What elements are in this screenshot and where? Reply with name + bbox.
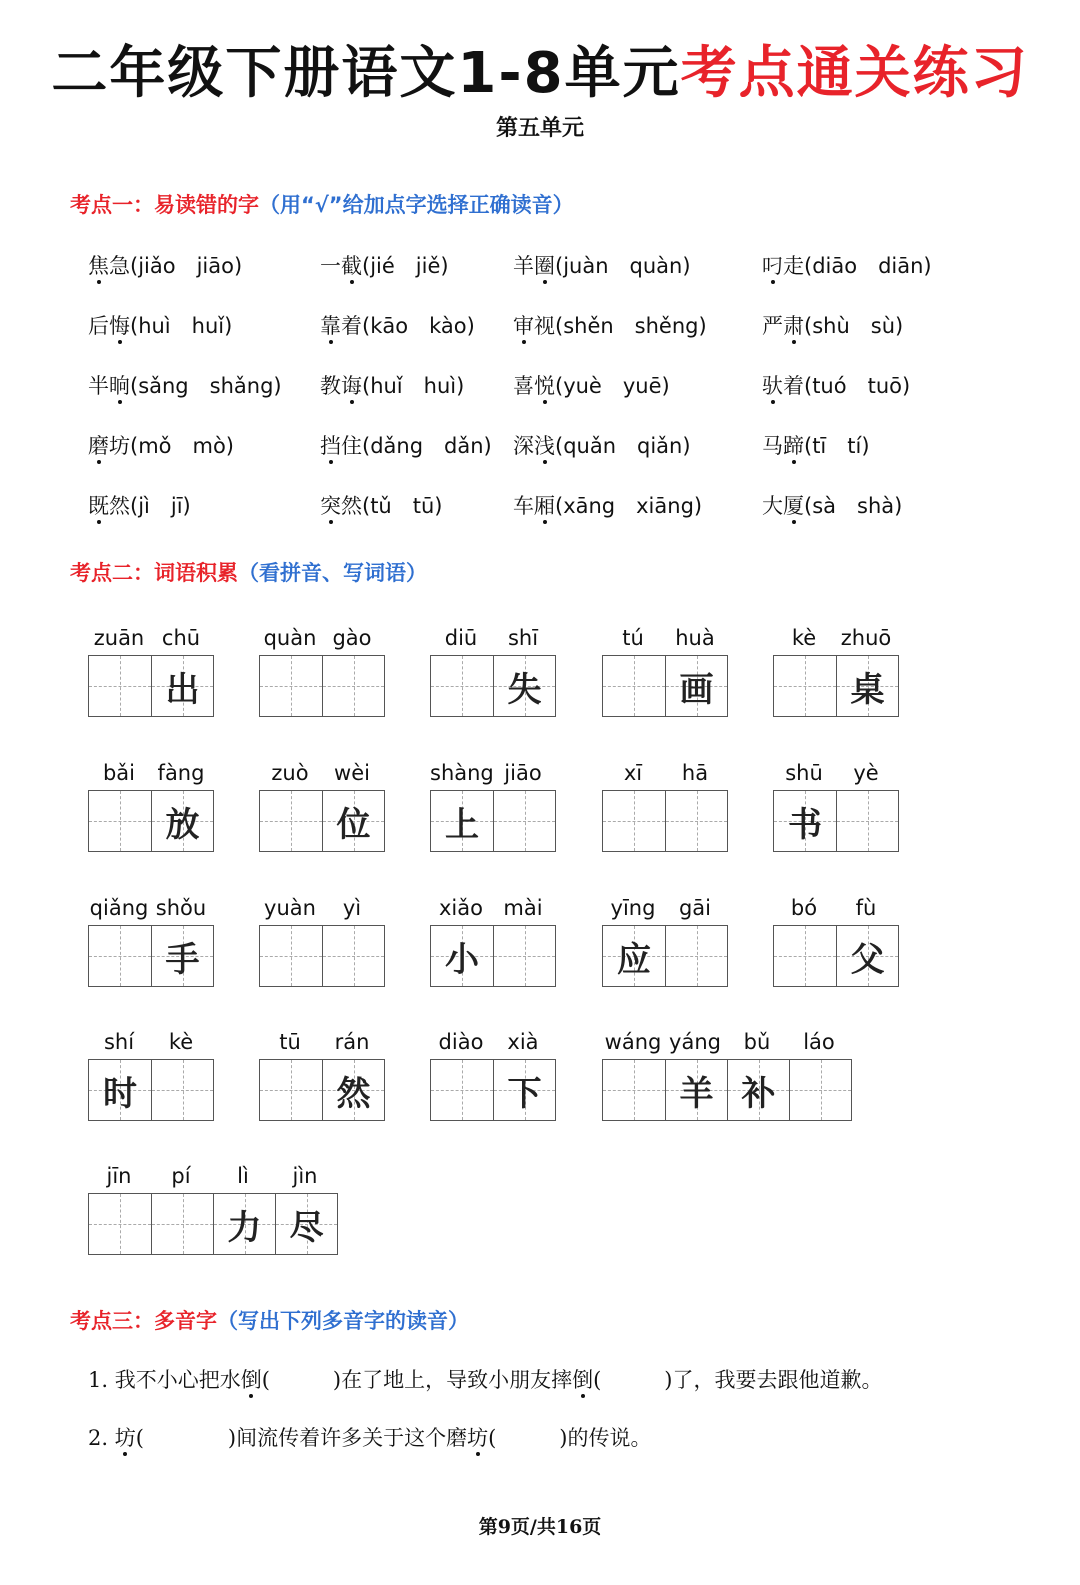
reading-options[interactable]: (shù sù) — [804, 314, 904, 338]
pinyin: zhuō — [840, 626, 892, 650]
reading-options[interactable]: (juàn quàn) — [555, 254, 691, 278]
section-3-lead: 考点三：多音字 — [70, 1309, 217, 1333]
given-character: 尽 — [289, 1207, 324, 1248]
pinyin: wèi — [334, 761, 370, 785]
given-character-cell — [431, 926, 493, 986]
reading-item — [762, 250, 932, 282]
writing-boxes — [430, 1059, 556, 1121]
given-character-cell — [151, 791, 213, 851]
reading-options[interactable]: (dǎng dǎn) — [362, 434, 492, 458]
blank-writing-cell[interactable] — [665, 791, 727, 851]
emphasis-dot — [329, 520, 333, 524]
pinyin: bǔ — [743, 1030, 771, 1054]
blank-writing-cell[interactable] — [322, 926, 384, 986]
given-character-cell — [151, 926, 213, 986]
given-character-cell — [275, 1194, 337, 1254]
blank-writing-cell[interactable] — [836, 791, 898, 851]
page-footer: 第9页/共16页 — [478, 1516, 602, 1538]
pinyin: shī — [507, 626, 539, 650]
given-character: 出 — [165, 669, 200, 710]
pinyin: qiǎng — [89, 896, 149, 920]
pinyin: yè — [853, 761, 879, 785]
reading-item — [320, 250, 449, 282]
reading-options[interactable]: (quǎn qiǎn) — [555, 434, 691, 458]
section-2-note: （看拼音、写词语） — [238, 561, 427, 585]
writing-boxes — [602, 655, 728, 717]
blank-writing-cell[interactable] — [431, 656, 493, 716]
sentence-text: 间流传着许多关于这个磨 — [236, 1426, 468, 1450]
writing-boxes — [602, 1059, 852, 1121]
given-character: 然 — [336, 1073, 371, 1114]
section-1-note: （用“√”给加点字选择正确读音） — [259, 193, 574, 217]
reading-options[interactable]: (xāng xiāng) — [555, 494, 703, 518]
pinyin: bǎi — [102, 761, 136, 785]
sentence-text: 2. — [88, 1426, 115, 1450]
blank-writing-cell[interactable] — [260, 926, 322, 986]
writing-boxes — [430, 925, 556, 987]
reading-options[interactable]: (diāo diān) — [804, 254, 932, 278]
reading-options[interactable]: (kāo kào) — [362, 314, 475, 338]
polyphone-char: 坊 — [115, 1426, 136, 1450]
pinyin: shàng — [430, 761, 494, 785]
answer-blank[interactable]: ( ) — [135, 1426, 237, 1450]
writing-boxes — [602, 790, 728, 852]
emphasis-dot — [97, 280, 101, 284]
writing-boxes — [259, 790, 385, 852]
pinyin: xiǎo — [439, 896, 483, 920]
blank-writing-cell[interactable] — [89, 1194, 151, 1254]
page-title — [0, 36, 1080, 112]
given-character: 羊 — [679, 1073, 714, 1114]
given-character-cell — [431, 791, 493, 851]
given-character: 应 — [617, 939, 651, 980]
given-character: 桌 — [850, 669, 885, 710]
given-character: 下 — [507, 1073, 542, 1114]
reading-options[interactable]: (jiǎo jiāo) — [130, 254, 243, 278]
reading-word: 靠着 — [320, 314, 362, 338]
reading-item — [320, 430, 492, 462]
reading-options[interactable]: (tuó tuō) — [804, 374, 911, 398]
pinyin: jìn — [292, 1164, 318, 1188]
blank-writing-cell[interactable] — [789, 1060, 851, 1120]
pinyin: pí — [171, 1164, 191, 1188]
given-character: 补 — [741, 1073, 776, 1114]
reading-word: 教诲 — [320, 374, 362, 398]
writing-boxes — [88, 1059, 214, 1121]
writing-boxes — [259, 1059, 385, 1121]
emphasis-dot — [329, 460, 333, 464]
pinyin: chū — [161, 626, 201, 650]
reading-word: 大厦 — [762, 494, 804, 518]
pinyin: mài — [503, 896, 543, 920]
emphasis-dot — [543, 400, 547, 404]
reading-item — [513, 490, 702, 522]
reading-word: 羊圈 — [513, 254, 555, 278]
given-character-cell — [665, 656, 727, 716]
reading-word: 叼走 — [762, 254, 804, 278]
blank-writing-cell[interactable] — [260, 656, 322, 716]
given-character-cell — [836, 656, 898, 716]
given-character: 放 — [165, 804, 200, 845]
emphasis-dot — [123, 1452, 127, 1456]
blank-writing-cell[interactable] — [603, 791, 665, 851]
sentence-1 — [88, 1364, 883, 1396]
pinyin: láo — [803, 1030, 835, 1054]
reading-options[interactable]: (tǔ tū) — [362, 494, 443, 518]
polyphone-char: 倒 — [572, 1368, 593, 1392]
reading-word: 既然 — [88, 494, 130, 518]
reading-word: 突然 — [320, 494, 362, 518]
given-character: 书 — [788, 804, 822, 845]
reading-word: 半晌 — [88, 374, 130, 398]
reading-options[interactable]: (yuè yuē) — [555, 374, 670, 398]
given-character-cell — [836, 926, 898, 986]
reading-options[interactable]: (mǒ mò) — [130, 434, 234, 458]
answer-blank[interactable]: ( ) — [261, 1368, 342, 1392]
section-1-lead: 考点一：易读错的字 — [70, 193, 259, 217]
blank-writing-cell[interactable] — [493, 791, 555, 851]
emphasis-dot — [350, 280, 354, 284]
given-character-cell — [151, 656, 213, 716]
reading-word: 严肃 — [762, 314, 804, 338]
reading-item — [762, 310, 903, 342]
emphasis-dot — [792, 460, 796, 464]
reading-word: 车厢 — [513, 494, 555, 518]
reading-word: 磨坊 — [88, 434, 130, 458]
pinyin: hā — [681, 761, 709, 785]
reading-item — [513, 250, 691, 282]
pinyin: fàng — [157, 761, 205, 785]
blank-writing-cell[interactable] — [322, 656, 384, 716]
emphasis-dot — [118, 340, 122, 344]
pinyin: xī — [623, 761, 643, 785]
section-3-note: （写出下列多音字的读音） — [217, 1309, 469, 1333]
emphasis-dot — [97, 520, 101, 524]
emphasis-dot — [476, 1452, 480, 1456]
given-character-cell — [603, 926, 665, 986]
pinyin: diào — [438, 1030, 484, 1054]
emphasis-dot — [543, 520, 547, 524]
pinyin: lì — [237, 1164, 249, 1188]
writing-boxes — [773, 790, 899, 852]
reading-word: 马蹄 — [762, 434, 804, 458]
writing-boxes — [259, 925, 385, 987]
reading-word: 焦急 — [88, 254, 130, 278]
given-character: 手 — [165, 939, 200, 980]
section-2-heading — [70, 558, 427, 588]
reading-options[interactable]: (jì jī) — [130, 494, 191, 518]
writing-boxes — [88, 1193, 338, 1255]
reading-item — [762, 370, 910, 402]
reading-item — [88, 430, 234, 462]
writing-boxes — [88, 790, 214, 852]
given-character-cell — [89, 1060, 151, 1120]
emphasis-dot — [350, 400, 354, 404]
given-character-cell — [665, 1060, 727, 1120]
given-character-cell — [322, 791, 384, 851]
section-2-lead: 考点二：词语积累 — [70, 561, 238, 585]
emphasis-dot — [771, 400, 775, 404]
writing-boxes — [88, 655, 214, 717]
writing-boxes — [773, 655, 899, 717]
given-character: 失 — [507, 669, 542, 710]
pinyin: shǒu — [155, 896, 207, 920]
title-black: 二年级下册语文1-8单元 — [51, 41, 681, 106]
emphasis-dot — [543, 460, 547, 464]
pinyin: tú — [622, 626, 644, 650]
pinyin: diū — [444, 626, 478, 650]
unit-subtitle: 第五单元 — [495, 116, 584, 141]
blank-writing-cell[interactable] — [774, 656, 836, 716]
pinyin: kè — [791, 626, 817, 650]
emphasis-dot — [522, 340, 526, 344]
polyphone-char: 倒 — [241, 1368, 262, 1392]
given-character: 时 — [103, 1073, 137, 1114]
given-character-cell — [493, 1060, 555, 1120]
blank-writing-cell[interactable] — [603, 1060, 665, 1120]
blank-writing-cell[interactable] — [774, 926, 836, 986]
reading-options[interactable]: (sà shà) — [804, 494, 903, 518]
given-character: 小 — [445, 939, 479, 980]
section-1-heading — [70, 190, 574, 220]
pinyin: rán — [334, 1030, 370, 1054]
sentence-text: 了，我要去跟他道歉。 — [672, 1368, 883, 1392]
pinyin: shí — [103, 1030, 135, 1054]
blank-writing-cell[interactable] — [260, 791, 322, 851]
blank-writing-cell[interactable] — [665, 926, 727, 986]
reading-options[interactable]: (sǎng shǎng) — [130, 374, 282, 398]
reading-item — [513, 370, 670, 402]
reading-options[interactable]: (jié jiě) — [362, 254, 449, 278]
answer-blank[interactable]: ( ) — [593, 1368, 673, 1392]
blank-writing-cell[interactable] — [89, 791, 151, 851]
reading-word: 挡住 — [320, 434, 362, 458]
reading-word: 驮着 — [762, 374, 804, 398]
pinyin: shū — [785, 761, 823, 785]
writing-boxes — [602, 925, 728, 987]
emphasis-dot — [249, 1394, 253, 1398]
emphasis-dot — [118, 400, 122, 404]
writing-boxes — [88, 925, 214, 987]
pinyin: huà — [675, 626, 715, 650]
writing-boxes — [259, 655, 385, 717]
reading-word: 审视 — [513, 314, 555, 338]
reading-word: 喜悦 — [513, 374, 555, 398]
pinyin: yì — [342, 896, 362, 920]
reading-item — [762, 490, 902, 522]
pinyin: jīn — [106, 1164, 132, 1188]
answer-blank[interactable]: ( ) — [488, 1426, 568, 1450]
emphasis-dot — [329, 340, 333, 344]
given-character: 画 — [679, 669, 714, 710]
reading-options[interactable]: (shěn shěng) — [555, 314, 707, 338]
sentence-text: 1. 我不小心把水 — [88, 1368, 241, 1392]
reading-word: 深浅 — [513, 434, 555, 458]
blank-writing-cell[interactable] — [260, 1060, 322, 1120]
pinyin: zuān — [93, 626, 145, 650]
reading-options[interactable]: (huǐ huì) — [362, 374, 465, 398]
reading-item — [88, 250, 242, 282]
reading-word: 一截 — [320, 254, 362, 278]
sentence-text: 的传说。 — [567, 1426, 652, 1450]
pinyin: yáng — [669, 1030, 721, 1054]
given-character-cell — [493, 656, 555, 716]
blank-writing-cell[interactable] — [151, 1194, 213, 1254]
polyphone-char: 坊 — [467, 1426, 488, 1450]
reading-item — [320, 310, 475, 342]
reading-item — [88, 370, 282, 402]
reading-item — [762, 430, 870, 462]
given-character-cell — [322, 1060, 384, 1120]
reading-item — [88, 490, 191, 522]
writing-boxes — [430, 655, 556, 717]
emphasis-dot — [792, 340, 796, 344]
sentence-text: 在了地上，导致小朋友摔 — [341, 1368, 573, 1392]
emphasis-dot — [97, 460, 101, 464]
given-character-cell — [727, 1060, 789, 1120]
pinyin: quàn — [263, 626, 317, 650]
pinyin: xià — [507, 1030, 539, 1054]
blank-writing-cell[interactable] — [493, 926, 555, 986]
given-character: 力 — [227, 1207, 262, 1248]
pinyin: fù — [855, 896, 877, 920]
emphasis-dot — [581, 1394, 585, 1398]
reading-options[interactable]: (tī tí) — [804, 434, 870, 458]
given-character: 上 — [445, 804, 479, 845]
emphasis-dot — [771, 280, 775, 284]
pinyin: zuò — [271, 761, 309, 785]
pinyin: yuàn — [264, 896, 316, 920]
given-character: 位 — [336, 804, 371, 845]
reading-item — [513, 430, 691, 462]
given-character-cell — [213, 1194, 275, 1254]
pinyin: tū — [279, 1030, 301, 1054]
reading-item — [88, 310, 232, 342]
writing-boxes — [773, 925, 899, 987]
emphasis-dot — [543, 280, 547, 284]
pinyin: jiāo — [504, 761, 542, 785]
blank-writing-cell[interactable] — [89, 926, 151, 986]
writing-boxes — [430, 790, 556, 852]
pinyin: bó — [790, 896, 818, 920]
reading-item — [320, 490, 442, 522]
pinyin: gāi — [678, 896, 712, 920]
blank-writing-cell[interactable] — [151, 1060, 213, 1120]
reading-options[interactable]: (huì huǐ) — [130, 314, 233, 338]
reading-item — [513, 310, 707, 342]
title-red: 考点通关练习 — [680, 41, 1029, 106]
reading-item — [320, 370, 464, 402]
section-3-heading — [70, 1306, 469, 1336]
sentence-2 — [88, 1422, 652, 1454]
emphasis-dot — [792, 520, 796, 524]
pinyin: wáng — [604, 1030, 662, 1054]
given-character: 父 — [850, 939, 885, 980]
pinyin: kè — [168, 1030, 194, 1054]
blank-writing-cell[interactable] — [89, 656, 151, 716]
pinyin: yīng — [610, 896, 656, 920]
blank-writing-cell[interactable] — [431, 1060, 493, 1120]
blank-writing-cell[interactable] — [603, 656, 665, 716]
reading-word: 后悔 — [88, 314, 130, 338]
given-character-cell — [774, 791, 836, 851]
pinyin: gào — [332, 626, 372, 650]
